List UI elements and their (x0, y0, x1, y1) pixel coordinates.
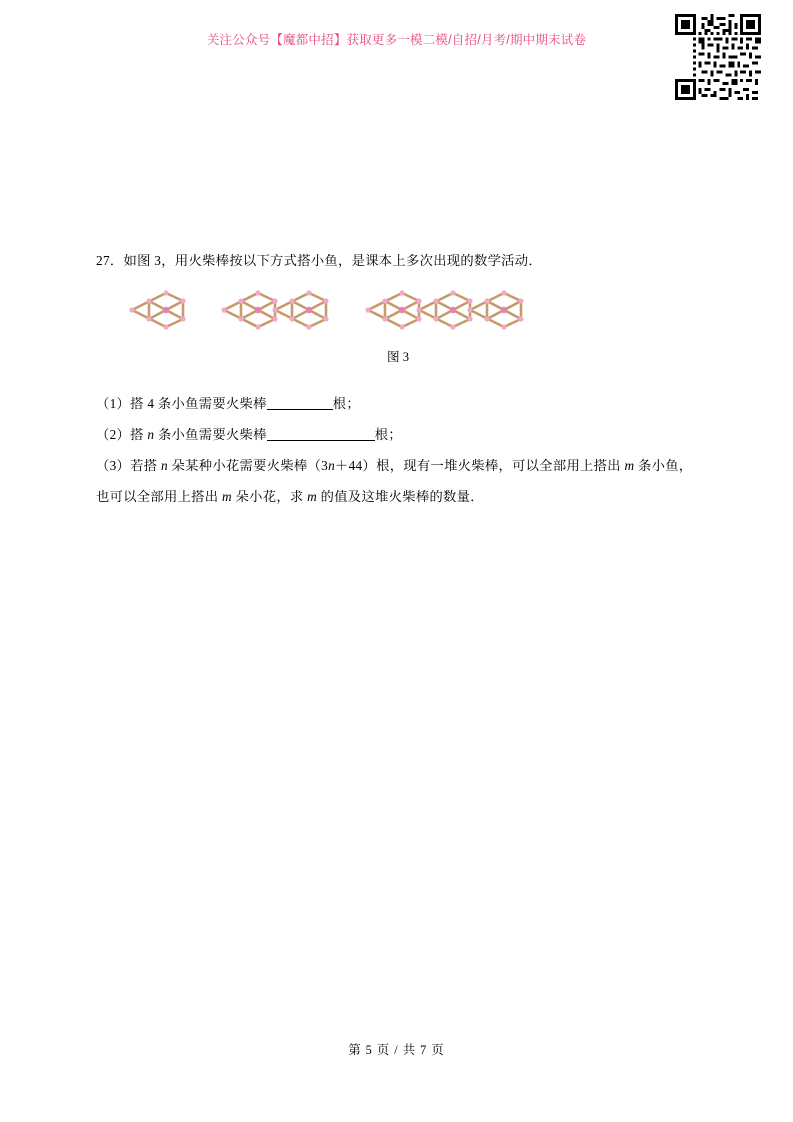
part3-line2-c: 的值及这堆火柴棒的数量． (317, 489, 484, 504)
part1-answer-blank[interactable] (267, 396, 333, 410)
question-stem: 27．如图 3，用火柴棒按以下方式搭小鱼，是课本上多次出现的数学活动． (96, 253, 542, 268)
part3-variable-m2: m (222, 489, 232, 504)
part3-line2-a: 也可以全部用上搭出 (96, 489, 222, 504)
part3-text-a: （3）若搭 (96, 458, 161, 473)
question-part-1 (96, 388, 716, 419)
promo-banner-text: 关注公众号【魔都中招】获取更多一模二模/自招/月考/期中期末试卷 (206, 33, 587, 47)
question-part-3-line1 (96, 450, 716, 481)
part1-prefix: （1）搭 4 条小鱼需要火柴棒 (96, 396, 267, 411)
matchstick-fish-figure (120, 278, 580, 346)
question-parts (96, 388, 716, 512)
part3-line2-b: 朵小花，求 (231, 489, 308, 504)
part2-variable-n: n (147, 427, 155, 442)
part3-variable-m1: m (624, 458, 635, 473)
part1-suffix: 根； (332, 396, 360, 411)
page-number-footer: 第 5 页 / 共 7 页 (348, 1043, 445, 1057)
question-part-2 (96, 419, 716, 450)
part3-variable-n1: n (160, 458, 168, 473)
question-part-3-line2 (96, 481, 716, 512)
part3-text-d: 条小鱼， (634, 458, 693, 473)
figure-caption (120, 346, 580, 365)
question-block (96, 246, 706, 282)
part2-suffix: 根； (374, 427, 402, 442)
part3-variable-n2: n (328, 458, 336, 473)
part3-variable-m3: m (307, 489, 318, 504)
figure-caption-text: 图 3 (386, 350, 410, 364)
part3-text-c: ＋44）根，现有一堆火柴棒，可以全部用上搭出 (335, 458, 625, 473)
part2-prefix-a: （2）搭 (96, 427, 148, 442)
qr-code-icon (675, 14, 761, 100)
part2-prefix-b: 条小鱼需要火柴棒 (154, 427, 267, 442)
part3-text-b: 朵某种小花需要火柴棒（3 (167, 458, 329, 473)
part2-answer-blank[interactable] (267, 427, 375, 441)
